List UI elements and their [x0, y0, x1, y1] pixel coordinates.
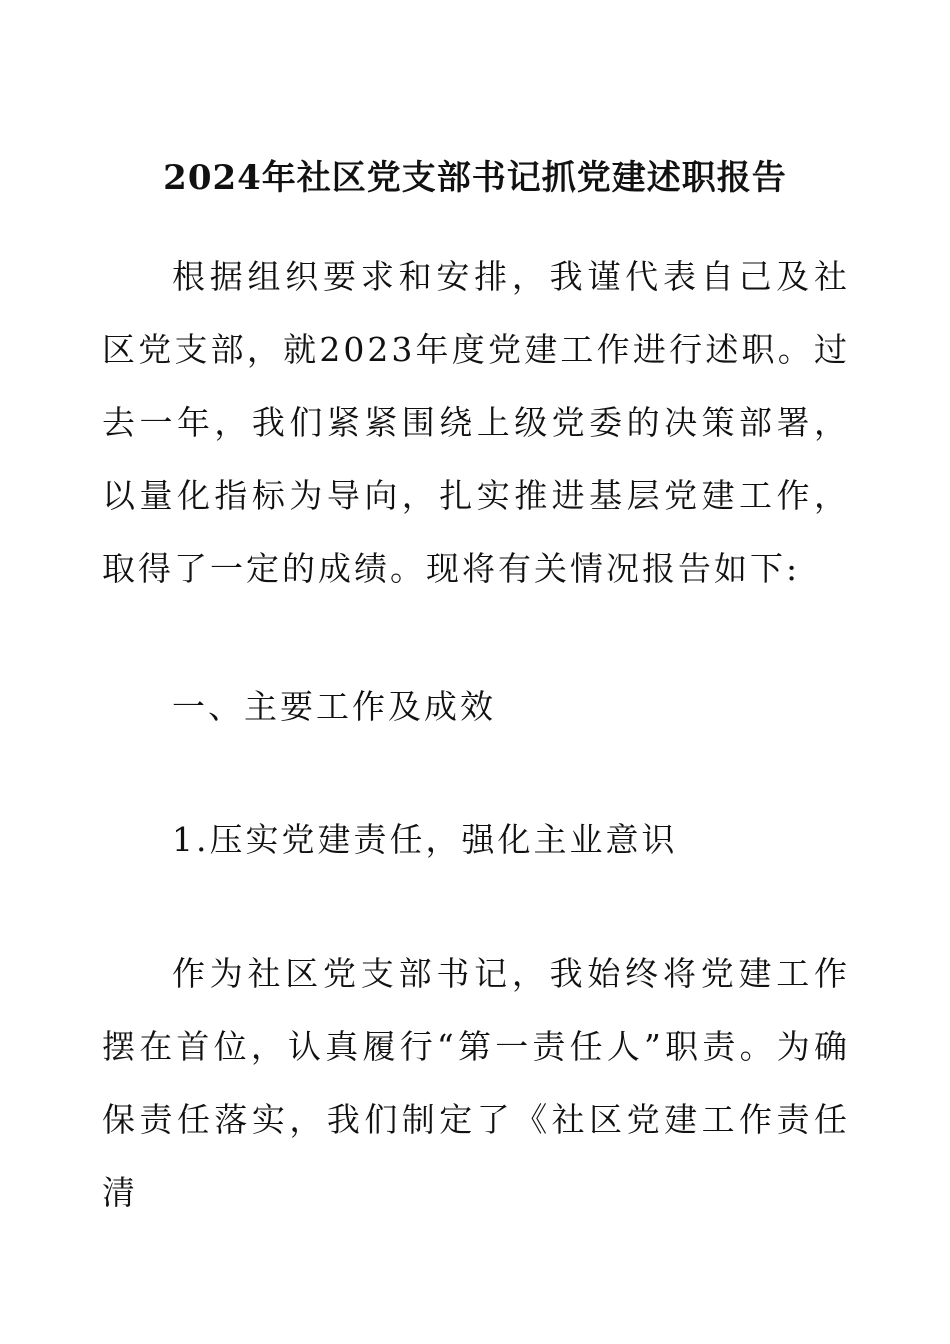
- intro-paragraph: 根据组织要求和安排，我谨代表自己及社区党支部，就2023年度党建工作进行述职。过去一年，我们紧紧围绕上级党委的决策部署，以量化指标为导向，扎实推进基层党建工作，取得了一定的成绩。现将有关情况报告如下:: [102, 257, 850, 588]
- subsection-heading: 1.压实党建责任，强化主业意识: [172, 820, 678, 859]
- body-paragraph: 作为社区党支部书记，我始终将党建工作摆在首位，认真履行“第一责任人”职责。为确保责任落实，我们制定了《社区党建工作责任清: [102, 954, 850, 1212]
- section-heading: 一、主要工作及成效: [172, 687, 496, 726]
- document-title: 2024年社区党支部书记抓党建述职报告: [163, 158, 787, 198]
